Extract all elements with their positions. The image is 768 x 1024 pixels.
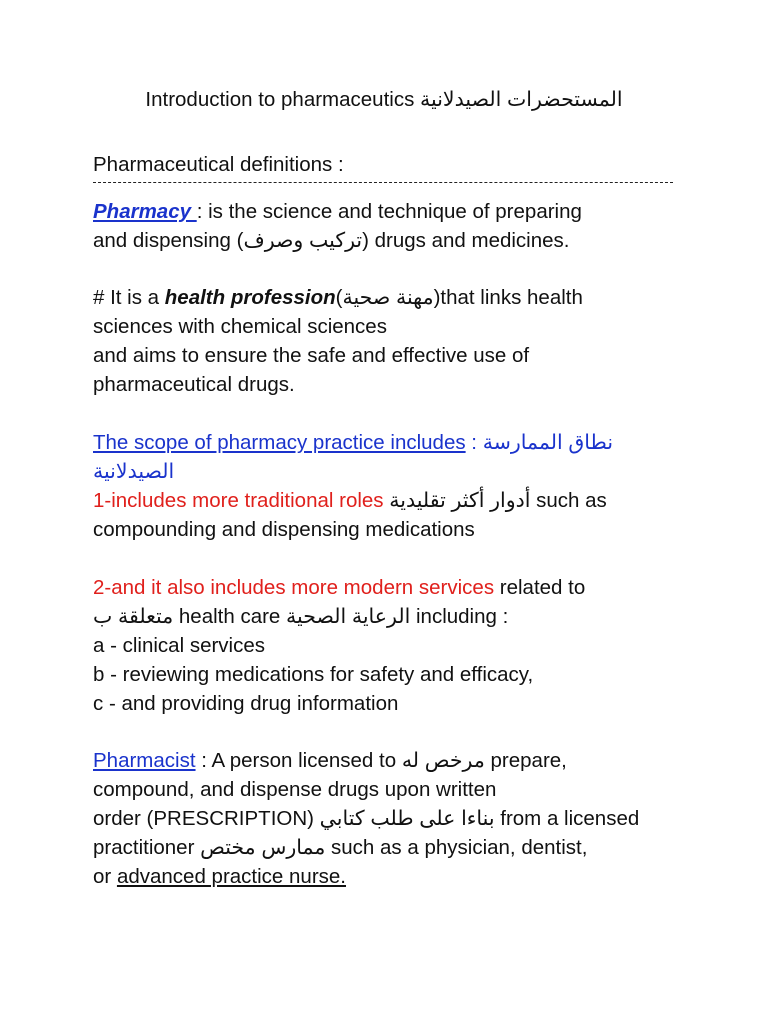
service-item-a: a - clinical services (93, 634, 266, 657)
profession-arabic: مهنة صحية (342, 286, 434, 309)
dashed-divider (93, 182, 673, 183)
profession-rest: )that links health (433, 286, 583, 309)
page-title (0, 85, 768, 114)
pharmacist-line1-arabic: مرخص له (401, 749, 485, 772)
profession-line-1 (93, 283, 728, 312)
profession-line-2: sciences with chemical sciences (93, 315, 387, 338)
pharmacist-line1-b: prepare, (484, 749, 567, 772)
scope-arabic-2: الصيدلانية (93, 460, 175, 483)
modern-health-care: health care (173, 605, 287, 628)
pharmacist-line3-a: order (PRESCRIPTION) (93, 807, 320, 830)
pharmacist-line4-a: practitioner (93, 836, 201, 859)
pharmacy-line2-arabic: تركيب وصرف (243, 229, 363, 252)
scope-link[interactable]: The scope of pharmacy practice includes (93, 431, 466, 454)
pharmacist-line-5 (93, 862, 728, 891)
profession-open: ( (335, 286, 343, 309)
roles-rest: such as (530, 489, 607, 512)
roles-line-2: compounding and dispensing medications (93, 518, 475, 541)
scope-line-1 (93, 428, 728, 457)
pharmacist-line-1 (93, 746, 728, 775)
pharmacist-line5-a: or (93, 865, 117, 888)
pharmacy-definition-line-1 (93, 197, 728, 226)
scope-line-2 (93, 457, 728, 486)
profession-term: health profession (164, 286, 336, 309)
pharmacy-definition-line-2 (93, 226, 728, 255)
scope-arabic-1: نطاق الممارسة (482, 431, 614, 454)
advanced-practice-nurse-link[interactable]: advanced practice nurse. (116, 865, 346, 888)
pharmacist-line3-b: from a licensed (494, 807, 640, 830)
definitions-heading: Pharmaceutical definitions : (93, 153, 344, 176)
roles-arabic: أدوار أكثر تقليدية (389, 489, 531, 512)
pharmacy-line2-a: and dispensing ( (93, 229, 244, 252)
pharmacist-line3-arabic: بناءا على طلب كتابي (319, 807, 495, 830)
modern-arabic-2: الرعاية الصحية (286, 605, 411, 628)
pharmacist-line-2: compound, and dispense drugs upon written (93, 778, 497, 801)
service-item-b: b - reviewing medications for safety and efficacy, (93, 663, 534, 686)
pharmacy-line2-b: ) drugs and medicines. (362, 229, 570, 252)
pharmacist-line-4 (93, 833, 728, 862)
pharmacist-line4-arabic: ممارس مختص (200, 836, 326, 859)
scope-colon: : (465, 431, 483, 454)
title-english: Introduction to pharmaceutics (145, 88, 415, 111)
pharmacy-term-link[interactable]: Pharmacy (93, 200, 197, 223)
modern-line-2 (93, 602, 728, 631)
pharmacy-definition-text: : is the science and technique of preparing (196, 200, 582, 223)
title-arabic: المستحضرات الصيدلانية (420, 88, 623, 111)
roles-red-text: 1-includes more traditional roles (93, 489, 384, 512)
service-item-c: c - and providing drug information (93, 692, 399, 715)
modern-line-1 (93, 573, 728, 602)
profession-hash: # It is a (93, 286, 165, 309)
modern-including: including : (410, 605, 509, 628)
modern-arabic-1: متعلقة ب (93, 605, 174, 628)
profession-line-3: and aims to ensure the safe and effective use of (93, 344, 530, 367)
pharmacist-line4-b: such as a physician, dentist, (325, 836, 588, 859)
pharmacist-line-3 (93, 804, 728, 833)
pharmacist-term-link[interactable]: Pharmacist (93, 749, 196, 772)
modern-red-text: 2-and it also includes more modern services (93, 576, 495, 599)
profession-line-4: pharmaceutical drugs. (93, 373, 295, 396)
modern-rest: related to (494, 576, 586, 599)
pharmacist-line1-a: : A person licensed to (195, 749, 402, 772)
roles-line-1 (93, 486, 728, 515)
